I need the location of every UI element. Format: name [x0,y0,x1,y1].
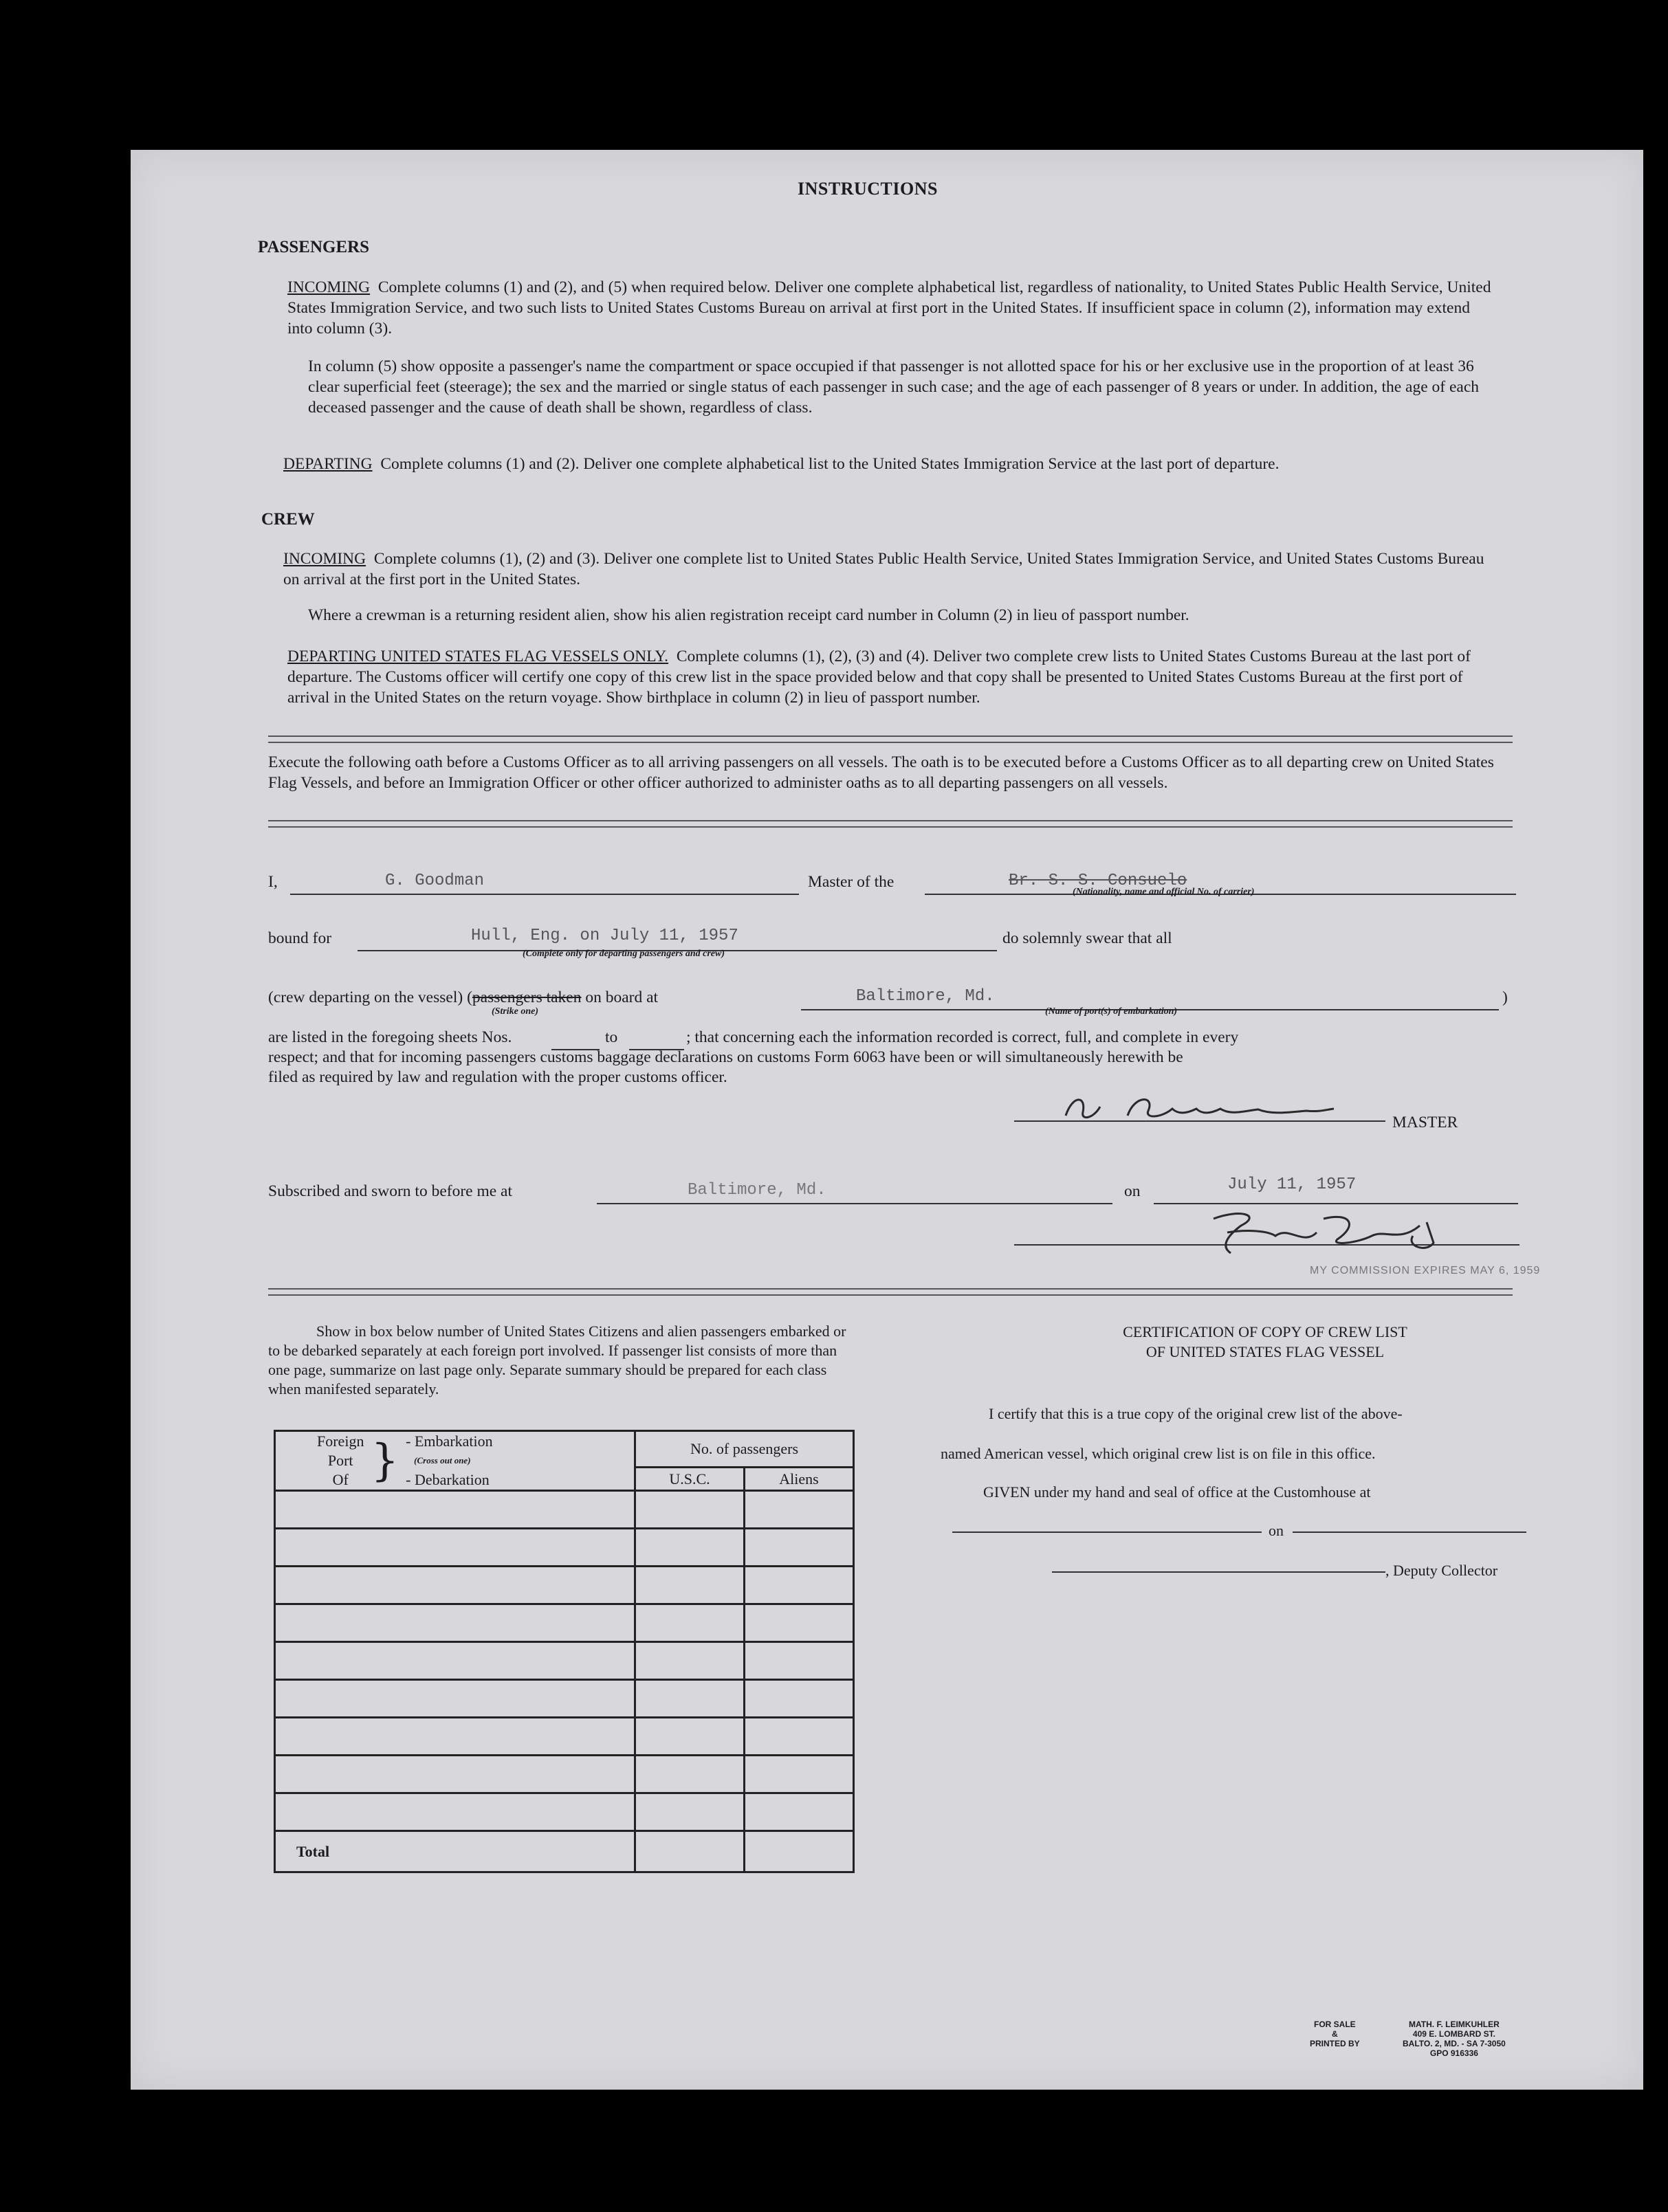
table-row [275,1567,854,1604]
footer-printed-by: PRINTED BY [1310,2039,1360,2048]
crew-departing-text: (crew departing on the vessel) ( [268,988,472,1006]
subscribed-date-value: July 11, 1957 [1227,1175,1357,1194]
crew-incoming-text: Complete columns (1), (2) and (3). Deliver one complete list to United States Public Health Service, United States Immigration Service, and United States Customs Bureau on arrival at the first port in the United States. [283,550,1484,588]
crew-departing-text: Complete columns (1), (2), (3) and (4). Deliver two complete crew lists to United States Customs Bureau at the last port of departure. The Customs officer will certify one copy of this crew list in the space provided below and that copy shall be presented to United States Customs Bureau at the first port of arrival in the United States on the return voyage. Show birthplace in column (2) in lieu of passport number. [287,648,1471,707]
master-name-field [290,877,799,895]
table-row [275,1491,854,1529]
crew-alien-para: Where a crewman is a returning resident alien, show his alien registration receipt card number in Column (2) in lieu of passport number. [308,606,1189,624]
table-row [275,1604,854,1642]
crew-incoming-label: INCOMING [283,550,366,568]
double-rule-1 [268,736,1513,743]
bound-value: Hull, Eng. on July 11, 1957 [471,927,738,945]
subscribed-place-field [597,1186,1112,1204]
total-label: Total [275,1831,635,1872]
col-foreign-label: Foreign [317,1433,364,1450]
vessel-value: Br. S. S. Consuelo [1009,872,1187,890]
footer-printer-1: MATH. F. LEIMKUHLER [1409,2020,1500,2029]
bound-label: bound for [268,929,332,947]
strike-caption: (Strike one) [492,1006,539,1017]
col-port-label: Port [327,1452,353,1469]
passengers-incoming-label: INCOMING [287,278,371,296]
table-row [275,1756,854,1793]
footer-printer [1403,2020,1506,2058]
foreign-port-header [275,1431,635,1491]
certification-line-3: GIVEN under my hand and seal of office at the Customhouse at [983,1483,1371,1501]
total-row [275,1831,854,1872]
footer-gpo: GPO 916336 [1429,2048,1478,2058]
table-row [275,1529,854,1567]
master-label: MASTER [1392,1114,1458,1131]
subscribed-place-value: Baltimore, Md. [688,1181,826,1199]
customhouse-field [952,1530,1262,1533]
passengers-departing-text: Complete columns (1) and (2). Deliver one complete alphabetical list to the United States Immigration Service at the last port of departure. [380,455,1280,473]
certification-title-2: OF UNITED STATES FLAG VESSEL [1145,1343,1385,1360]
listed-text-1: are listed in the foregoing sheets Nos. [268,1028,512,1046]
passengers-departing-label: DEPARTING [283,455,373,473]
master-name-value: G. Goodman [385,872,485,890]
crew-incoming-para [283,549,1497,590]
footer-printer-3: BALTO. 2, MD. - SA 7-3050 [1403,2039,1506,2048]
footer-amp: & [1332,2029,1338,2039]
footer-printer-2: 409 E. LOMBARD ST. [1412,2029,1495,2039]
passenger-summary-table [274,1430,855,1873]
certification-title-1: CERTIFICATION OF COPY OF CREW LIST [1123,1323,1407,1340]
passengers-heading: PASSENGERS [258,238,370,256]
double-rule-2 [268,820,1513,828]
passengers-incoming-text: Complete columns (1) and (2), and (5) when required below. Deliver one complete alphabetical list, regardless of nationality, to United States Public Health Service, United States Immigration Service, and two such lists to United States Customs Bureau on arrival at first port in the United States. If insufficient space in column (2), information may extend into column (3). [287,278,1491,338]
port-caption: (Name of port(s) of embarkation) [1045,1006,1178,1017]
close-paren: ) [1502,988,1508,1006]
crew-heading: CREW [261,510,315,529]
swear-label: do solemnly swear that all [1002,929,1172,947]
certification-title [1004,1322,1526,1362]
crew-departing-label: DEPARTING UNITED STATES FLAG VESSELS ONLY. [287,648,669,665]
brace-icon: } [371,1435,399,1486]
table-row [275,1642,854,1680]
certification-line-2: named American vessel, which original crew list is on file in this office. [941,1445,1376,1462]
embarkation-label: - Embarkation [406,1433,493,1450]
footer-left [1310,2020,1360,2048]
vessel-caption: (Nationality, name and official No. of carrier) [1073,887,1255,897]
oath-intro: Execute the following oath before a Customs Officer as to all arriving passengers on all vessels. The oath is to be executed before a Customs Officer as to all departing crew on United States Flag Vessels, and before an Immigration Officer or other officer authorized to administer oaths as to all departing passengers on all vessels. [268,753,1494,792]
commission-stamp: MY COMMISSION EXPIRES MAY 6, 1959 [1310,1265,1541,1276]
col-of-label: Of [332,1471,349,1488]
summary-instructions: Show in box below number of United States Citizens and alien passengers embarked or to be debarked separately at each foreign port involved. If passenger list consists of more than one page, summarize on last page only. Separate summary should be prepared for each class when manifested separately. [268,1323,846,1397]
crew-departing-para [287,646,1497,708]
usc-header: U.S.C. [635,1468,745,1491]
passengers-departing-para [283,454,1497,474]
deputy-collector-label: , Deputy Collector [1385,1562,1498,1579]
subscribed-label: Subscribed and sworn to before me at [268,1182,513,1200]
to-label: to [605,1028,618,1046]
listed-text-2: ; that concerning each the information recorded is correct, full, and complete in every [686,1028,1239,1046]
table-header-row [275,1431,854,1468]
document-page [131,150,1643,2090]
passengers-column5-para: In column (5) show opposite a passenger's name the compartment or space occupied if that passenger is not allotted space for his or her exclusive use in the proportion of at least 36 clear superficial feet (steerage); the sex and the married or single status of each passenger in such case; and the age of each passenger of 8 years or under. In addition, the age of each deceased passenger and the cause of death shall be shown, regardless of class. [308,357,1480,417]
double-rule-3 [268,1288,1513,1296]
listed-text-4: filed as required by law and regulation with the proper customs officer. [268,1068,727,1086]
certification-line-1: I certify that this is a true copy of the original crew list of the above- [989,1405,1403,1422]
on-board-label: on board at [585,988,659,1006]
master-signature [1052,1092,1348,1126]
certification-on-label: on [1269,1522,1284,1539]
port-value: Baltimore, Md. [856,987,995,1006]
master-of-label: Master of the [808,873,895,891]
no-passengers-header: No. of passengers [635,1431,854,1468]
bound-caption: (Complete only for departing passengers and crew) [523,949,725,959]
passengers-incoming-para [287,277,1497,339]
listed-text-3: respect; and that for incoming passengers customs baggage declarations on customs Form 6063 have been or will simultaneously herewith be [268,1048,1183,1066]
officer-signature [1200,1205,1461,1260]
deputy-signature-field [1052,1570,1385,1573]
table-row [275,1680,854,1718]
oath-i-label: I, [268,873,278,891]
page-title: INSTRUCTIONS [798,179,938,199]
on-label: on [1124,1182,1141,1200]
footer-for-sale: FOR SALE [1314,2020,1356,2029]
aliens-header: Aliens [745,1468,854,1491]
table-row [275,1793,854,1831]
cross-out-label: (Cross out one) [414,1455,471,1466]
crew-departing-label [268,987,658,1008]
certification-date-field [1293,1530,1526,1533]
debarkation-label: - Debarkation [406,1471,490,1488]
table-row [275,1718,854,1756]
passengers-struck-text: passengers taken [472,988,582,1006]
